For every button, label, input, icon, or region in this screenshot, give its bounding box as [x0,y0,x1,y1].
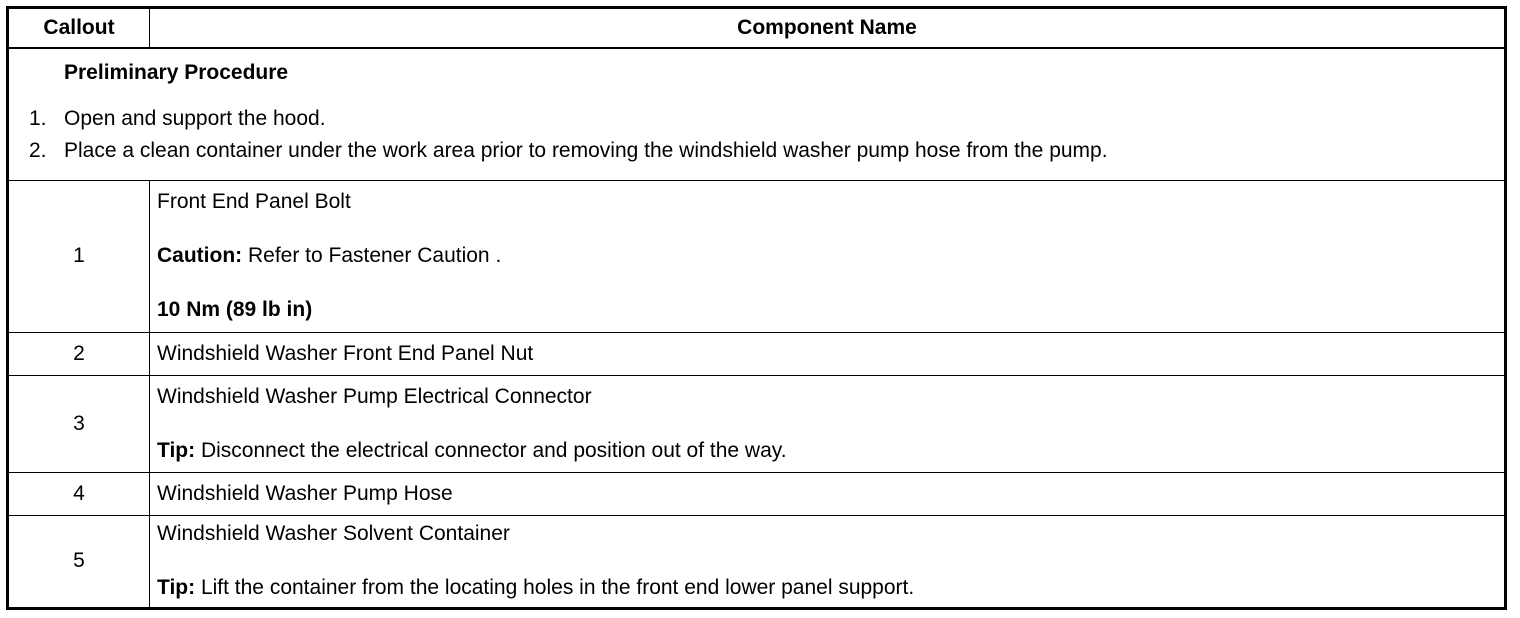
component-name: Windshield Washer Front End Panel Nut [157,341,534,365]
component-name-header: Component Name [150,8,1506,49]
callout-header: Callout [8,8,150,49]
preliminary-step [9,103,1504,135]
preliminary-procedure-title: Preliminary Procedure [64,61,289,84]
component-cell [150,515,1506,609]
component-cell [150,332,1506,375]
step-number: 2. [29,139,47,162]
preliminary-procedure-cell [8,48,1506,180]
callout-number: 2 [8,332,150,375]
component-name: Windshield Washer Pump Electrical Connector [157,384,592,408]
component-cell [150,472,1506,515]
tip-text: Lift the container from the locating holes in the front end lower panel support. [195,576,915,600]
component-table [6,6,1507,610]
torque-spec: 10 Nm (89 lb in) [157,298,313,321]
callout-number: 1 [8,180,150,332]
step-text: Place a clean container under the work area prior to removing the windshield washer pump hose from the pump. [64,139,1108,162]
component-cell [150,180,1506,332]
table-row [8,515,1506,609]
component-name: Windshield Washer Solvent Container [157,522,510,546]
caution-note [157,244,1498,268]
tip-text: Disconnect the electrical connector and position out of the way. [195,438,787,462]
table-row [8,472,1506,515]
caution-text: Refer to Fastener Caution . [242,244,502,267]
preliminary-steps-list [9,103,1504,167]
preliminary-procedure-row [8,48,1506,180]
table-row [8,375,1506,472]
table-row [8,332,1506,375]
component-name: Front End Panel Bolt [157,190,351,213]
step-number: 1. [29,107,47,130]
tip-label: Tip: [157,438,196,462]
table-row [8,180,1506,332]
caution-label: Caution: [157,244,243,267]
tip-note [157,439,1498,463]
tip-label: Tip: [157,576,196,600]
component-cell [150,375,1506,472]
component-name: Windshield Washer Pump Hose [157,481,453,505]
step-text: Open and support the hood. [64,107,326,130]
preliminary-step [9,135,1504,167]
callout-number: 3 [8,375,150,472]
callout-number: 4 [8,472,150,515]
callout-number: 5 [8,515,150,609]
table-header-row [8,8,1506,49]
tip-note [157,576,1498,600]
